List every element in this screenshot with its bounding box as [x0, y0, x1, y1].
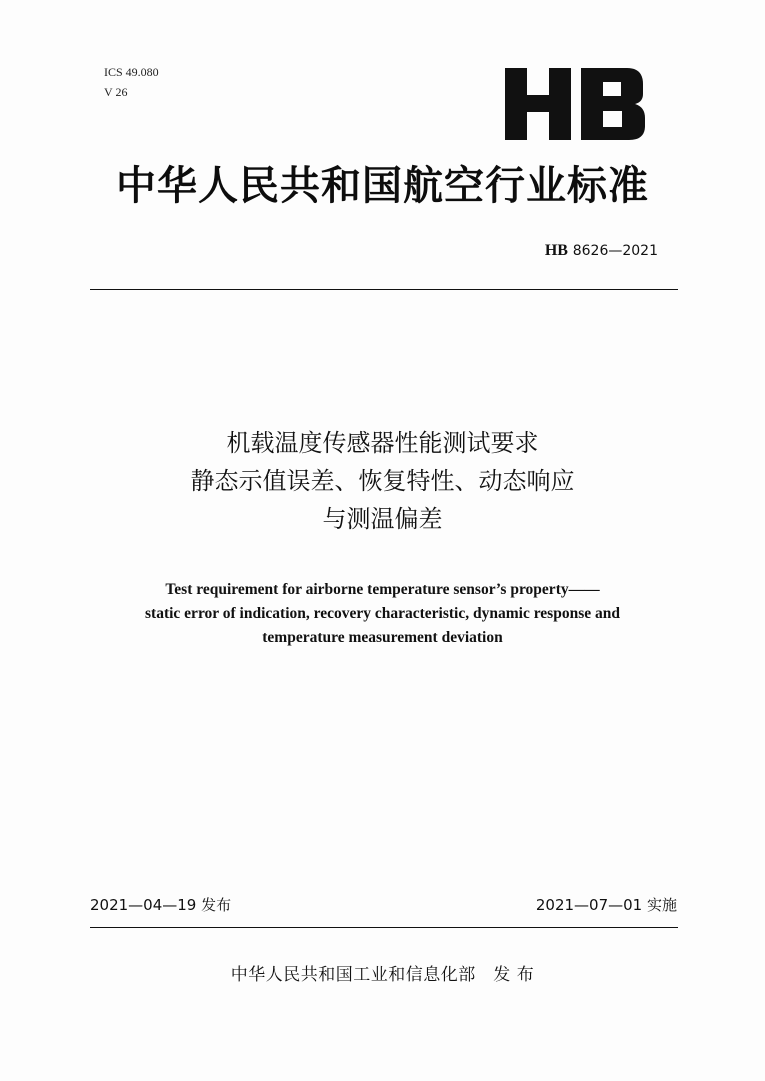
standard-code: 8626—2021 — [572, 243, 658, 259]
industry-standard-title: 中华人民共和国航空行业标准 — [116, 163, 649, 209]
chinese-title-line-2: 静态示值误差、恢复特性、动态响应 — [190, 467, 575, 495]
implementation-date: 2021—07—01 实施 — [535, 896, 677, 914]
english-title-line-2: static error of indication, recovery characteristic, dynamic response and — [145, 605, 620, 622]
english-title — [0, 578, 765, 650]
chinese-title — [0, 424, 765, 538]
bottom-divider — [90, 927, 678, 928]
issue-date: 2021—04—19 发布 — [90, 896, 232, 914]
ics-code: ICS 49.080 — [104, 65, 159, 79]
chinese-title-line-1: 机载温度传感器性能测试要求 — [226, 429, 539, 457]
standard-prefix: HB — [544, 242, 568, 259]
english-title-line-3: temperature measurement deviation — [262, 629, 503, 646]
classification-codes — [104, 62, 159, 102]
ccs-code: V 26 — [104, 85, 128, 99]
publisher: 中华人民共和国工业和信息化部 发 布 — [230, 965, 535, 985]
hb-logo — [505, 68, 645, 140]
chinese-title-line-3: 与测温偏差 — [322, 505, 443, 533]
standard-number — [545, 240, 658, 261]
top-divider — [90, 289, 678, 290]
english-title-line-1: Test requirement for airborne temperature sensor’s property—— — [165, 581, 600, 598]
